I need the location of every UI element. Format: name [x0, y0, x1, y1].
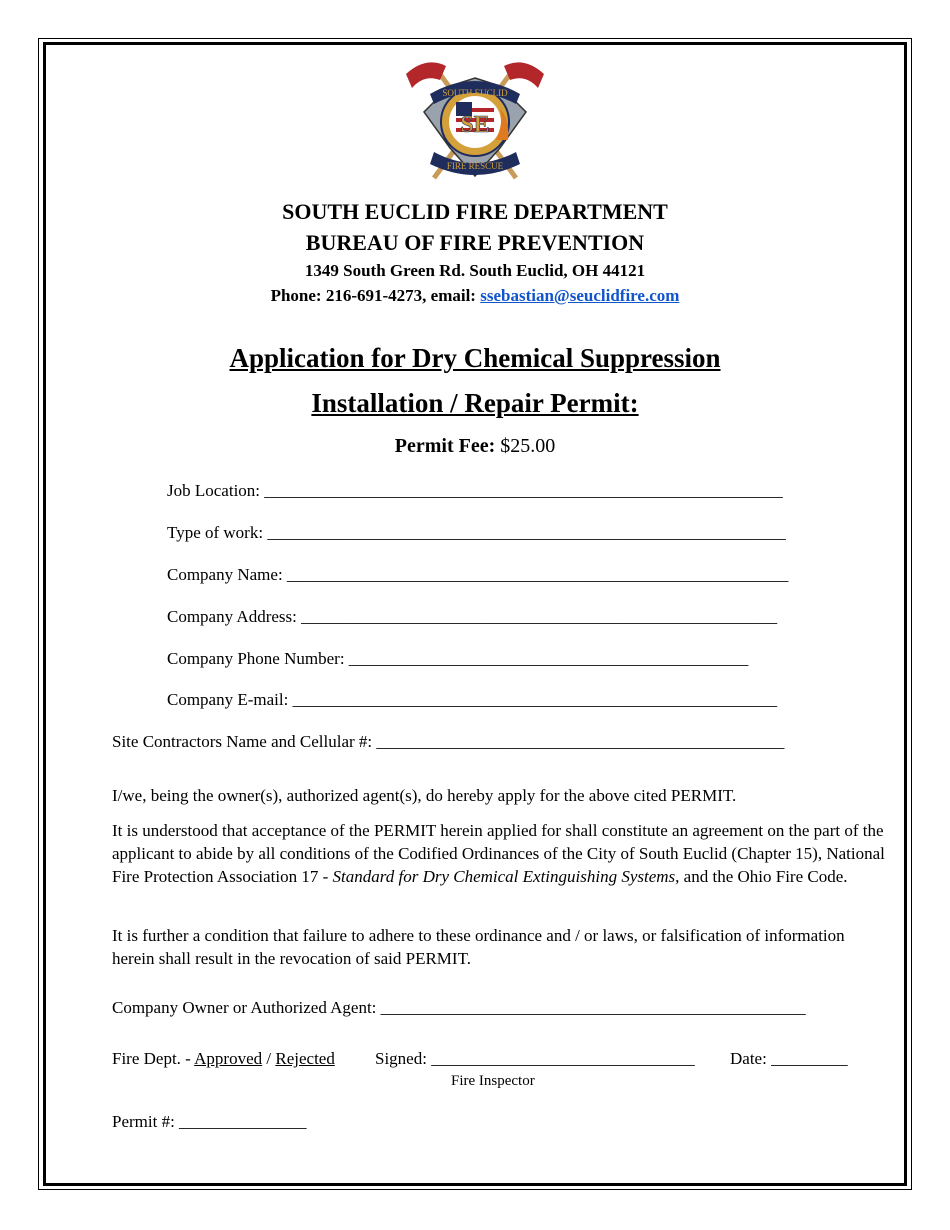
agreement-text-a: It is understood that acceptance of the PERMIT herein applied for shall constitute an agreement on the part of the applicant to abide by all conditions of the Codified Ordinances of the City of South Euclid (Chapter 15), National Fire Protection Association 17 - [112, 821, 885, 886]
logo-monogram: SE [460, 112, 490, 138]
company-email-field[interactable]: Company E-mail: _________________________________________________________ [167, 690, 778, 709]
logo-bottom-text: FIRE RESCUE [446, 161, 504, 171]
type-of-work-field[interactable]: Type of work: _____________________________________________________________ [167, 523, 786, 542]
email-link[interactable]: ssebastian@seuclidfire.com [480, 286, 680, 305]
owner-agent-signature-field[interactable]: Company Owner or Authorized Agent: __________________________________________________ [112, 998, 806, 1017]
company-address-field[interactable]: Company Address: ________________________________________________________ [167, 607, 778, 626]
nfpa-standard-title: Standard for Dry Chemical Extinguishing Systems [332, 867, 676, 886]
agreement-paragraph [112, 819, 887, 888]
bureau-name: BUREAU OF FIRE PREVENTION [305, 230, 645, 255]
permit-number-field[interactable]: Permit #: _______________ [112, 1112, 307, 1131]
logo-top-text: SOUTH EUCLID [442, 88, 508, 98]
company-phone-field[interactable]: Company Phone Number: _______________________________________________ [167, 649, 749, 668]
revocation-paragraph: It is further a condition that failure to adhere to these ordinance and / or laws, or falsification of information herein shall result in the revocation of said PERMIT. [112, 926, 845, 968]
form-title-line-1: Application for Dry Chemical Suppression [229, 343, 721, 373]
permit-fee-label: Permit Fee: [394, 435, 496, 457]
inspector-signature-field[interactable]: Signed: _______________________________ [375, 1049, 695, 1068]
contact-line [0, 286, 950, 306]
approved-option[interactable]: Approved [194, 1049, 263, 1068]
phone-text: Phone: 216-691-4273, email: [270, 286, 481, 305]
permit-fee [0, 435, 950, 458]
fire-dept-approval-line [112, 1049, 335, 1069]
rejected-option[interactable]: Rejected [275, 1049, 335, 1068]
agreement-text-b: , and the Ohio Fire Code. [675, 867, 848, 886]
form-title-line-2: Installation / Repair Permit: [311, 388, 639, 418]
application-statement: I/we, being the owner(s), authorized agent(s), do hereby apply for the above cited PERMIT. [112, 786, 737, 805]
department-address: 1349 South Green Rd. South Euclid, OH 44121 [304, 261, 646, 280]
company-name-field[interactable]: Company Name: ___________________________________________________________ [167, 565, 789, 584]
permit-fee-amount: $25.00 [500, 435, 556, 457]
site-contractor-field[interactable]: Site Contractors Name and Cellular #: ________________________________________________ [112, 732, 785, 751]
date-field[interactable]: Date: _________ [730, 1049, 848, 1068]
fire-department-logo [396, 56, 554, 184]
fire-inspector-caption: Fire Inspector [451, 1073, 535, 1089]
department-name: SOUTH EUCLID FIRE DEPARTMENT [282, 199, 668, 224]
fire-dept-label: Fire Dept. - [112, 1049, 195, 1068]
approval-separator: / [262, 1049, 276, 1068]
job-location-field[interactable]: Job Location: _____________________________________________________________ [167, 481, 783, 500]
